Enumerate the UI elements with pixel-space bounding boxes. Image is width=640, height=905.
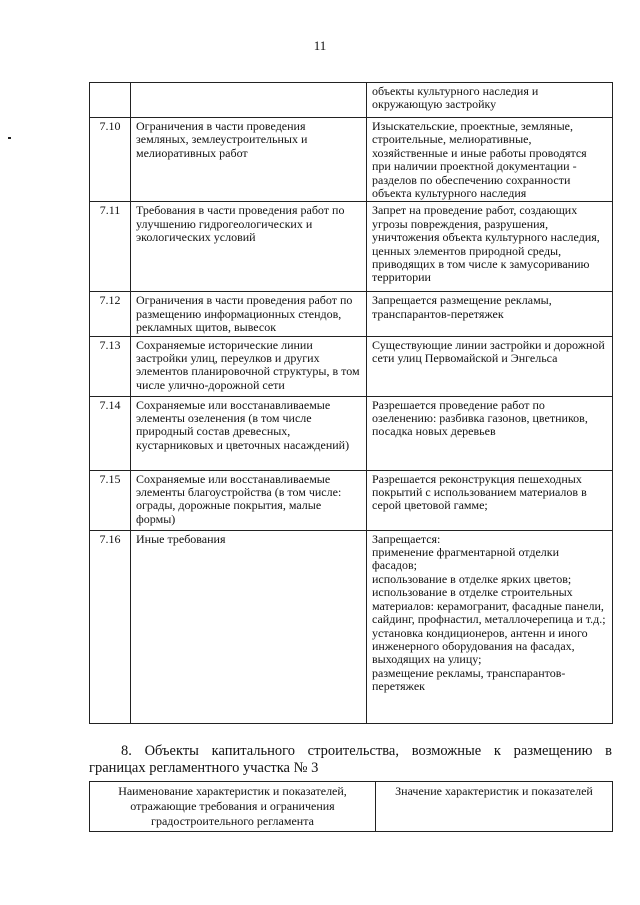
- row-number: 7.14: [90, 396, 131, 470]
- table-row: [90, 530, 613, 723]
- section-8-heading-line-1: 8. Объекты капитального строительства, возможные к размещению в: [121, 743, 612, 759]
- section-8-heading-line-2: границах регламентного участка № 3: [89, 760, 319, 776]
- table-row: [90, 83, 613, 118]
- requirement-cell: Разрешается реконструкция пешеходных покрытий с использованием материалов в серой цветовой гамме;: [367, 470, 613, 530]
- requirement-cell: Запрещается: применение фрагментарной отделки фасадов; использование в отделке ярких цветов; использование в отделке строительных материалов: керамогранит, фасадные панели, сайдинг, профнастил, металлочерепица и т.д.; установка кондиционеров, антенн и иного инженерного оборудования на фасадах, выходящих на улицу; размещение рекламы, транспарантов-перетяжек: [367, 530, 613, 723]
- characteristics-name-header: Наименование характеристик и показателей, отражающие требования и ограничения градостроительного регламента: [90, 782, 376, 832]
- restriction-cell: [131, 83, 367, 118]
- table-row: [90, 202, 613, 292]
- requirement-cell: Изыскательские, проектные, земляные, строительные, мелиоративные, хозяйственные и иные работы проводятся при наличии проектной документации - разделов по обеспечению сохранности объекта культурного наследия: [367, 118, 613, 202]
- table-row: [90, 292, 613, 336]
- row-number: 7.11: [90, 202, 131, 292]
- requirement-cell: Запрещается размещение рекламы, транспарантов-перетяжек: [367, 292, 613, 336]
- table-row: [90, 470, 613, 530]
- row-number: [90, 83, 131, 118]
- table-row: [90, 396, 613, 470]
- page-number: 11: [313, 38, 327, 53]
- restriction-cell: Требования в части проведения работ по улучшению гидрогеологических и экологических условий: [131, 202, 367, 292]
- regulations-table: [89, 82, 613, 724]
- table-row: [90, 336, 613, 396]
- restriction-cell: Сохраняемые или восстанавливаемые элементы благоустройства (в том числе: ограды, дорожные покрытия, малые формы): [131, 470, 367, 530]
- section-8-heading: [89, 743, 612, 777]
- restriction-cell: Иные требования: [131, 530, 367, 723]
- characteristics-value-header: Значение характеристик и показателей: [376, 782, 613, 832]
- row-number: 7.10: [90, 118, 131, 202]
- table-row: [90, 118, 613, 202]
- characteristics-table: [89, 781, 613, 832]
- requirement-cell: Запрет на проведение работ, создающих угрозы повреждения, разрушения, уничтожения объекта культурного наследия, ценных элементов природной среды, приводящих в том числе к замусориванию территории: [367, 202, 613, 292]
- requirement-cell: объекты культурного наследия и окружающую застройку: [367, 83, 613, 118]
- margin-mark: [8, 137, 11, 139]
- restriction-cell: Сохраняемые или восстанавливаемые элементы озеленения (в том числе природный состав древесных, кустарниковых и цветочных насаждений): [131, 396, 367, 470]
- row-number: 7.12: [90, 292, 131, 336]
- restriction-cell: Ограничения в части проведения земляных, землеустроительных и мелиоративных работ: [131, 118, 367, 202]
- row-number: 7.13: [90, 336, 131, 396]
- row-number: 7.16: [90, 530, 131, 723]
- restriction-cell: Ограничения в части проведения работ по размещению информационных стендов, рекламных щитов, вывесок: [131, 292, 367, 336]
- requirement-cell: Существующие линии застройки и дорожной сети улиц Первомайской и Энгельса: [367, 336, 613, 396]
- row-number: 7.15: [90, 470, 131, 530]
- restriction-cell: Сохраняемые исторические линии застройки улиц, переулков и других элементов планировочной структуры, в том числе улично-дорожной сети: [131, 336, 367, 396]
- table-header-row: [90, 782, 613, 832]
- requirement-cell: Разрешается проведение работ по озеленению: разбивка газонов, цветников, посадка новых деревьев: [367, 396, 613, 470]
